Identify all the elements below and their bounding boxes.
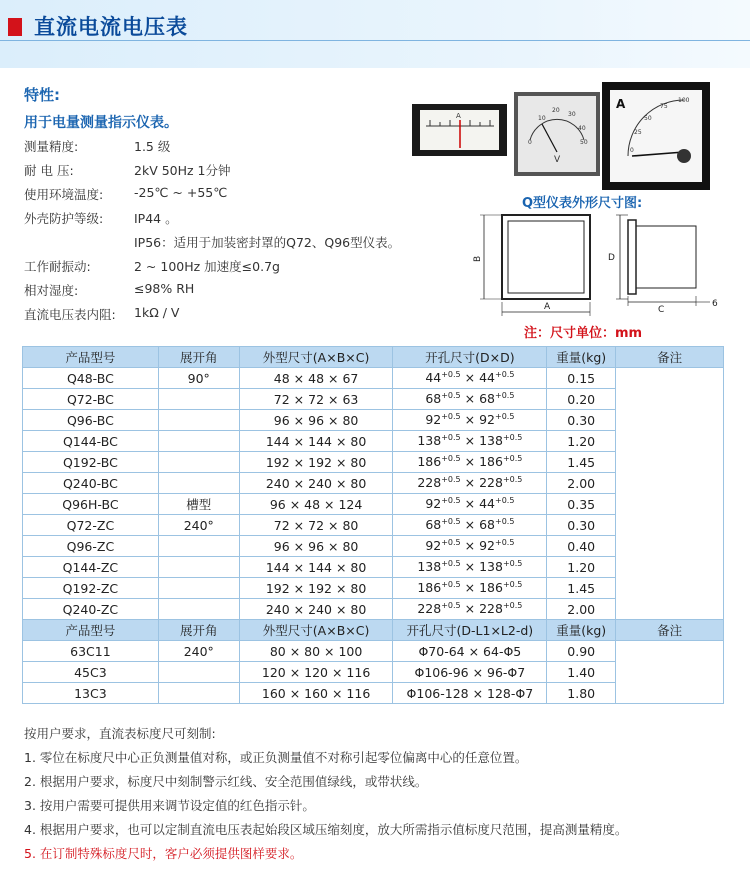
table-cell <box>393 536 547 557</box>
svg-text:40: 40 <box>578 125 586 132</box>
spec-value: 2kV 50Hz 1分钟 <box>134 163 231 178</box>
tolerance: +0.5 <box>441 559 461 569</box>
table-cell <box>158 389 239 410</box>
tolerance: +0.5 <box>441 412 461 422</box>
meter3-unit: A <box>616 97 626 111</box>
table-cell: 1.40 <box>547 662 616 683</box>
table-cell: 96 × 96 × 80 <box>239 410 393 431</box>
table-cell: 1.20 <box>547 557 616 578</box>
table-cell: 45C3 <box>23 662 159 683</box>
spec-label: 工作耐振动: <box>24 259 91 274</box>
svg-text:100: 100 <box>678 97 690 104</box>
column-header: 展开角 <box>158 620 239 641</box>
column-header: 备注 <box>616 347 724 368</box>
table-cell <box>158 662 239 683</box>
table-cell: 0.15 <box>547 368 616 389</box>
table-cell <box>393 431 547 452</box>
cutout-d1: 68 <box>425 517 442 533</box>
cutout-d1: 44 <box>425 370 442 386</box>
tolerance: +0.5 <box>502 433 523 443</box>
times-sign: × <box>460 475 480 491</box>
column-header: 重量(kg) <box>547 347 616 368</box>
header-red-marker <box>8 18 22 36</box>
table-cell: 160 × 160 × 116 <box>239 683 393 704</box>
table-cell: 80 × 80 × 100 <box>239 641 393 662</box>
table-cell: 0.30 <box>547 515 616 536</box>
table-cell: 0.35 <box>547 494 616 515</box>
remarks-cell <box>616 368 724 620</box>
table-cell: 1.45 <box>547 578 616 599</box>
tolerance: +0.5 <box>441 475 461 485</box>
times-sign: × <box>460 559 480 575</box>
column-header: 备注 <box>616 620 724 641</box>
tolerance: +0.5 <box>502 580 523 590</box>
spec-value: IP56：适用于加装密封罩的Q72、Q96型仪表。 <box>134 235 401 250</box>
meter-photos-illustration <box>412 82 710 192</box>
table-cell <box>393 389 547 410</box>
cutout-d1: 228 <box>417 601 442 617</box>
spec-label: 测量精度: <box>24 139 79 154</box>
table-cell: 240 × 240 × 80 <box>239 473 393 494</box>
table-cell <box>393 368 547 389</box>
spec-value: -25℃ ~ +55℃ <box>134 185 228 200</box>
svg-text:25: 25 <box>634 129 642 136</box>
tolerance: +0.5 <box>441 370 461 380</box>
table-cell <box>393 494 547 515</box>
note-item: 1. 零位在标度尺中心正负测量值对称，或正负测量值不对称引起零位偏离中心的任意位置。 <box>24 750 528 765</box>
tolerance: +0.5 <box>494 370 515 380</box>
column-header: 展开角 <box>158 347 239 368</box>
tolerance: +0.5 <box>502 475 523 485</box>
times-sign: × <box>460 433 480 449</box>
cutout-d2: 186 <box>479 454 503 470</box>
times-sign: × <box>460 370 480 386</box>
table-cell: 1.20 <box>547 431 616 452</box>
table-cell: 0.20 <box>547 389 616 410</box>
table-header-row <box>23 347 724 368</box>
page-title: 直流电流电压表 <box>34 15 188 39</box>
cutout-d1: 138 <box>417 433 442 449</box>
table-cell: 120 × 120 × 116 <box>239 662 393 683</box>
dimension-drawing <box>470 210 730 320</box>
cutout-d1: 186 <box>417 580 442 596</box>
cutout-d2: 44 <box>479 370 495 386</box>
table-cell <box>393 473 547 494</box>
column-header: 外型尺寸(A×B×C) <box>239 620 393 641</box>
table-cell: Q192-ZC <box>23 578 159 599</box>
svg-text:50: 50 <box>644 115 652 122</box>
tolerance: +0.5 <box>441 601 461 611</box>
table-cell: Q144-ZC <box>23 557 159 578</box>
table-cell: 0.40 <box>547 536 616 557</box>
table-cell <box>158 578 239 599</box>
table-cell: Φ106-128 × 128-Φ7 <box>393 683 547 704</box>
svg-text:50: 50 <box>580 139 588 146</box>
tolerance: +0.5 <box>441 391 461 401</box>
table-cell: Q72-ZC <box>23 515 159 536</box>
svg-text:20: 20 <box>552 107 560 114</box>
table-cell: 63C11 <box>23 641 159 662</box>
tolerance: +0.5 <box>441 454 461 464</box>
note-item: 4. 根据用户要求，也可以定制直流电压表起始段区域压缩刻度，放大所需指示值标度尺范围，提高测量精度。 <box>24 822 628 837</box>
features-subtitle: 用于电量测量指示仪表。 <box>24 115 178 131</box>
svg-text:30: 30 <box>568 111 576 118</box>
column-header: 外型尺寸(A×B×C) <box>239 347 393 368</box>
tolerance: +0.5 <box>494 412 515 422</box>
table-cell <box>158 536 239 557</box>
table-cell: Φ70-64 × 64-Φ5 <box>393 641 547 662</box>
cutout-d1: 92 <box>425 412 442 428</box>
svg-text:V: V <box>554 155 561 165</box>
table-cell: 144 × 144 × 80 <box>239 431 393 452</box>
table-cell: 192 × 192 × 80 <box>239 578 393 599</box>
table-cell: 2.00 <box>547 473 616 494</box>
table-cell: 72 × 72 × 80 <box>239 515 393 536</box>
times-sign: × <box>460 496 480 512</box>
remarks-cell <box>616 641 724 704</box>
tolerance: +0.5 <box>502 454 523 464</box>
spec-value: 1.5 级 <box>134 139 171 154</box>
tolerance: +0.5 <box>494 517 515 527</box>
spec-label: 使用环境温度: <box>24 187 104 202</box>
times-sign: × <box>460 538 480 554</box>
svg-text:75: 75 <box>660 103 668 110</box>
dim-label-d: D <box>608 253 615 263</box>
cutout-d2: 44 <box>479 496 495 512</box>
table-cell <box>393 557 547 578</box>
tolerance: +0.5 <box>441 496 461 506</box>
note-item: 3. 按用户需要可提供用来调节设定值的红色指示针。 <box>24 798 315 813</box>
product-photos <box>412 82 710 192</box>
table-header-row-2 <box>23 620 724 641</box>
cutout-d1: 138 <box>417 559 442 575</box>
table-cell: Φ106-96 × 96-Φ7 <box>393 662 547 683</box>
table-cell: Q240-BC <box>23 473 159 494</box>
cutout-d1: 228 <box>417 475 442 491</box>
table-cell: 96 × 96 × 80 <box>239 536 393 557</box>
table-cell: Q96-ZC <box>23 536 159 557</box>
tolerance: +0.5 <box>441 517 461 527</box>
tolerance: +0.5 <box>441 580 461 590</box>
note-item: 2. 根据用户要求，标度尺中刻制警示红线、安全范围值绿线，或带状线。 <box>24 774 428 789</box>
table-cell: 13C3 <box>23 683 159 704</box>
spec-value: 2 ~ 100Hz 加速度≤0.7g <box>134 259 280 274</box>
table-cell <box>393 599 547 620</box>
dim-label-b: B <box>473 255 483 262</box>
spec-label: 直流电压表内阻: <box>24 307 116 322</box>
cutout-d2: 92 <box>479 538 495 554</box>
table-cell: 1.45 <box>547 452 616 473</box>
table-cell <box>158 452 239 473</box>
table-cell <box>393 515 547 536</box>
tolerance: +0.5 <box>494 538 515 548</box>
spec-label: 相对湿度: <box>24 283 79 298</box>
dimension-diagram-title: Q型仪表外形尺寸图: <box>522 196 643 211</box>
cutout-d2: 92 <box>479 412 495 428</box>
cutout-d2: 138 <box>479 433 503 449</box>
cutout-d1: 68 <box>425 391 442 407</box>
dim-label-c: C <box>658 305 665 315</box>
note-item: 5. 在订制特殊标度尺时，客户必须提供图样要求。 <box>24 846 303 861</box>
cutout-d1: 92 <box>425 496 442 512</box>
table-cell <box>158 557 239 578</box>
tolerance: +0.5 <box>494 496 515 506</box>
spec-value: ≤98% RH <box>134 281 195 296</box>
svg-text:0: 0 <box>528 139 532 146</box>
column-header: 产品型号 <box>23 347 159 368</box>
spec-value: IP44 。 <box>134 211 178 226</box>
cutout-d2: 68 <box>479 517 495 533</box>
notes-intro: 按用户要求，直流表标度尺可刻制: <box>24 726 216 741</box>
table-row <box>23 641 724 662</box>
times-sign: × <box>460 517 480 533</box>
table-cell <box>393 578 547 599</box>
times-sign: × <box>460 412 480 428</box>
dim-label-6: 6 <box>712 299 718 309</box>
cutout-d2: 228 <box>479 601 503 617</box>
table-cell: Q72-BC <box>23 389 159 410</box>
column-header: 开孔尺寸(D×D) <box>393 347 547 368</box>
table-cell <box>158 473 239 494</box>
tolerance: +0.5 <box>502 559 523 569</box>
table-cell: Q96H-BC <box>23 494 159 515</box>
table-cell <box>158 431 239 452</box>
spec-label: 外壳防护等级: <box>24 211 104 226</box>
table-cell: 96 × 48 × 124 <box>239 494 393 515</box>
table-cell: 48 × 48 × 67 <box>239 368 393 389</box>
column-header: 产品型号 <box>23 620 159 641</box>
cutout-d2: 228 <box>479 475 503 491</box>
table-cell: 240° <box>158 641 239 662</box>
product-spec-table <box>22 346 724 704</box>
cutout-d1: 186 <box>417 454 442 470</box>
tolerance: +0.5 <box>441 433 461 443</box>
meter1-unit: A <box>456 112 461 120</box>
times-sign: × <box>460 580 480 596</box>
table-cell <box>158 683 239 704</box>
cutout-d2: 68 <box>479 391 495 407</box>
tolerance: +0.5 <box>494 391 515 401</box>
features-title: 特性: <box>24 86 60 104</box>
cutout-d2: 138 <box>479 559 503 575</box>
column-header: 开孔尺寸(D-L1×L2-d) <box>393 620 547 641</box>
cutout-d1: 92 <box>425 538 442 554</box>
times-sign: × <box>460 454 480 470</box>
table-cell: 90° <box>158 368 239 389</box>
table-cell <box>158 599 239 620</box>
column-header: 重量(kg) <box>547 620 616 641</box>
cutout-d2: 186 <box>479 580 503 596</box>
times-sign: × <box>460 391 480 407</box>
tolerance: +0.5 <box>441 538 461 548</box>
table-cell: Q192-BC <box>23 452 159 473</box>
table-cell: 1.80 <box>547 683 616 704</box>
table-cell: Q48-BC <box>23 368 159 389</box>
table-cell: 240 × 240 × 80 <box>239 599 393 620</box>
table-cell: 144 × 144 × 80 <box>239 557 393 578</box>
tolerance: +0.5 <box>502 601 523 611</box>
svg-text:10: 10 <box>538 115 546 122</box>
table-row <box>23 368 724 389</box>
spec-label: 耐 电 压: <box>24 163 74 178</box>
table-cell: 0.90 <box>547 641 616 662</box>
table-cell: 72 × 72 × 63 <box>239 389 393 410</box>
times-sign: × <box>460 601 480 617</box>
table-cell <box>393 410 547 431</box>
dim-label-a: A <box>544 302 551 312</box>
table-cell <box>158 410 239 431</box>
table-cell <box>393 452 547 473</box>
dimension-unit-note: 注：尺寸单位：mm <box>524 326 643 341</box>
table-cell: 2.00 <box>547 599 616 620</box>
table-cell: 槽型 <box>158 494 239 515</box>
header-divider <box>0 40 750 41</box>
svg-text:0: 0 <box>630 147 634 154</box>
table-cell: 0.30 <box>547 410 616 431</box>
page-header <box>0 0 750 68</box>
table-cell: 240° <box>158 515 239 536</box>
table-cell: 192 × 192 × 80 <box>239 452 393 473</box>
table-cell: Q96-BC <box>23 410 159 431</box>
table-cell: Q144-BC <box>23 431 159 452</box>
spec-value: 1kΩ / V <box>134 305 180 320</box>
table-cell: Q240-ZC <box>23 599 159 620</box>
